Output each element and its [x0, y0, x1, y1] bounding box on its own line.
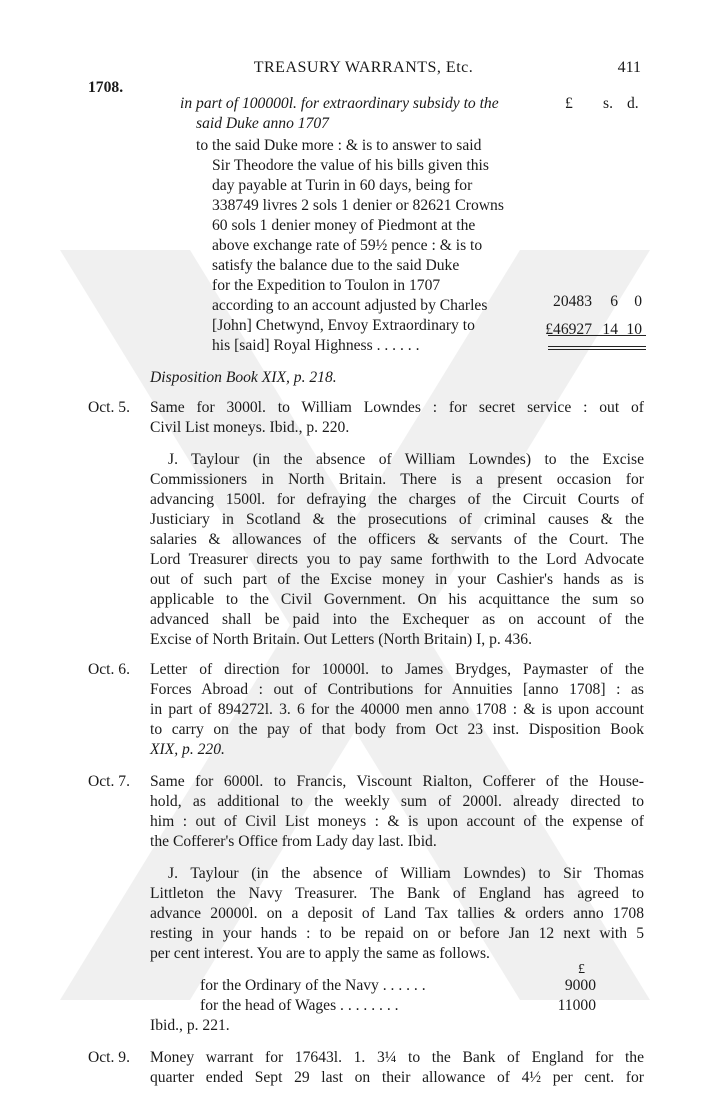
col-head-pence: d.: [627, 95, 639, 112]
entry-line: in part of 894272l. 3. 6 for the 40000 men anno 1708 : & is upon account: [150, 701, 644, 718]
entry-line: J. Taylour (in the absence of William Lowndes) to Sir Thomas: [168, 865, 644, 882]
entry-line: applicable to the Civil Government. On his acquittance the sum so: [150, 591, 644, 608]
entry-line: per cent interest. You are to apply the same as follows.: [150, 945, 490, 962]
entry-date: Oct. 6.: [88, 661, 131, 678]
total-shillings: 14: [602, 321, 618, 338]
entry-line: advance 20000l. on a deposit of Land Tax tallies & orders anno 1708: [150, 905, 644, 922]
table-row-value: 9000: [564, 977, 596, 994]
entry-line: Commissioners in North Britain. There is a present occasion for: [150, 471, 644, 488]
entry-line: salaries & allowances of the officers & servants of the Court. The: [150, 531, 644, 548]
entry-line: Justiciary in Scotland & the prosecutions of criminal causes & the: [150, 511, 644, 528]
entry-date: Oct. 5.: [88, 399, 131, 416]
source-citation: Ibid., p. 221.: [150, 1017, 230, 1034]
entry-line: Civil List moneys. Ibid., p. 220.: [150, 419, 350, 436]
body-line: his [said] Royal Highness . . . . . .: [212, 337, 420, 354]
entry-line: the Cofferer's Office from Lady day last. Ibid.: [150, 833, 437, 850]
table-row-label: for the head of Wages . . . . . . . .: [200, 997, 399, 1014]
entry-date: Oct. 9.: [88, 1049, 131, 1066]
body-line: 338749 livres 2 sols 1 denier or 82621 Crowns: [212, 197, 504, 214]
entry-line: Same for 3000l. to William Lowndes : for secret service : out of: [150, 399, 644, 416]
intro-line: said Duke anno 1707: [196, 115, 329, 132]
entry-line: advanced shall be paid into the Exchequer as on account of the: [150, 611, 644, 628]
entry-line: resting in your hands : to be repaid on or before Jan 12 next with 5: [150, 925, 644, 942]
total-rule: [548, 349, 646, 350]
body-line: according to an account adjusted by Charles: [212, 297, 488, 314]
entry-line: Excise of North Britain. Out Letters (North Britain) I, p. 436.: [150, 631, 532, 648]
body-line: day payable at Turin in 60 days, being for: [212, 177, 473, 194]
body-line: Sir Theodore the value of his bills given this: [212, 157, 489, 174]
body-line: 60 sols 1 denier money of Piedmont at the: [212, 217, 476, 234]
col-head-shillings: s.: [603, 95, 613, 112]
running-title: TREASURY WARRANTS, Etc.: [253, 59, 474, 76]
entry-line: Lord Treasurer directs you to pay same forthwith to the Lord Advocate: [150, 551, 644, 568]
page-number: 411: [617, 59, 641, 76]
body-line: [John] Chetwynd, Envoy Extraordinary to: [212, 317, 475, 334]
intro-line: in part of 100000l. for extraordinary subsidy to the: [180, 95, 499, 112]
entry-line: Littleton the Navy Treasurer. The Bank of England has agreed to: [150, 885, 644, 902]
body-line: satisfy the balance due to the said Duke: [212, 257, 460, 274]
entry-line: hold, as additional to the weekly sum of 2000l. already directed to: [150, 793, 644, 810]
entry-line: to carry on the pay of that body from Oct 23 inst. Disposition Book: [150, 721, 644, 738]
body-line: for the Expedition to Toulon in 1707: [212, 277, 441, 294]
total-pounds: £46927: [545, 321, 592, 338]
total-pence: 10: [626, 321, 642, 338]
total-rule: [548, 346, 646, 347]
table-row-value: 11000: [557, 997, 596, 1014]
amount-shillings: 6: [610, 293, 618, 310]
col-head-pounds: £: [565, 95, 573, 112]
amount-pence: 0: [634, 293, 642, 310]
body-line: above exchange rate of 59½ pence : & is to: [212, 237, 483, 254]
table-currency: £: [578, 962, 585, 977]
entry-line: Money warrant for 17643l. 1. 3¼ to the Bank of England for the: [150, 1049, 644, 1066]
entry-line: J. Taylour (in the absence of William Lowndes) to the Excise: [168, 451, 644, 468]
entry-line: Forces Abroad : out of Contributions for Annuities [anno 1708] : as: [150, 681, 644, 698]
source-citation: Disposition Book XIX, p. 218.: [150, 369, 337, 386]
entry-line: quarter ended Sept 29 last on their allowance of 4½ per cent. for: [150, 1069, 644, 1086]
entry-line: Same for 6000l. to Francis, Viscount Rialton, Cofferer of the House-: [150, 773, 644, 790]
entry-line: advancing 1500l. for defraying the charges of the Circuit Courts of: [150, 491, 644, 508]
entry-line: him : out of Civil List moneys : & is upon account of the expense of: [150, 813, 644, 830]
entry-line: Letter of direction for 10000l. to James Brydges, Paymaster of the: [150, 661, 644, 678]
entry-line: XIX, p. 220.: [150, 741, 225, 758]
table-row-label: for the Ordinary of the Navy . . . . . .: [200, 977, 426, 994]
amount-pounds: 20483: [553, 293, 592, 310]
body-line: to the said Duke more : & is to answer to said: [196, 137, 482, 154]
entry-date: Oct. 7.: [88, 773, 131, 790]
year-marker: 1708.: [88, 79, 124, 96]
entry-line: out of such part of the Excise money in your Cashier's hands as is: [150, 571, 644, 588]
